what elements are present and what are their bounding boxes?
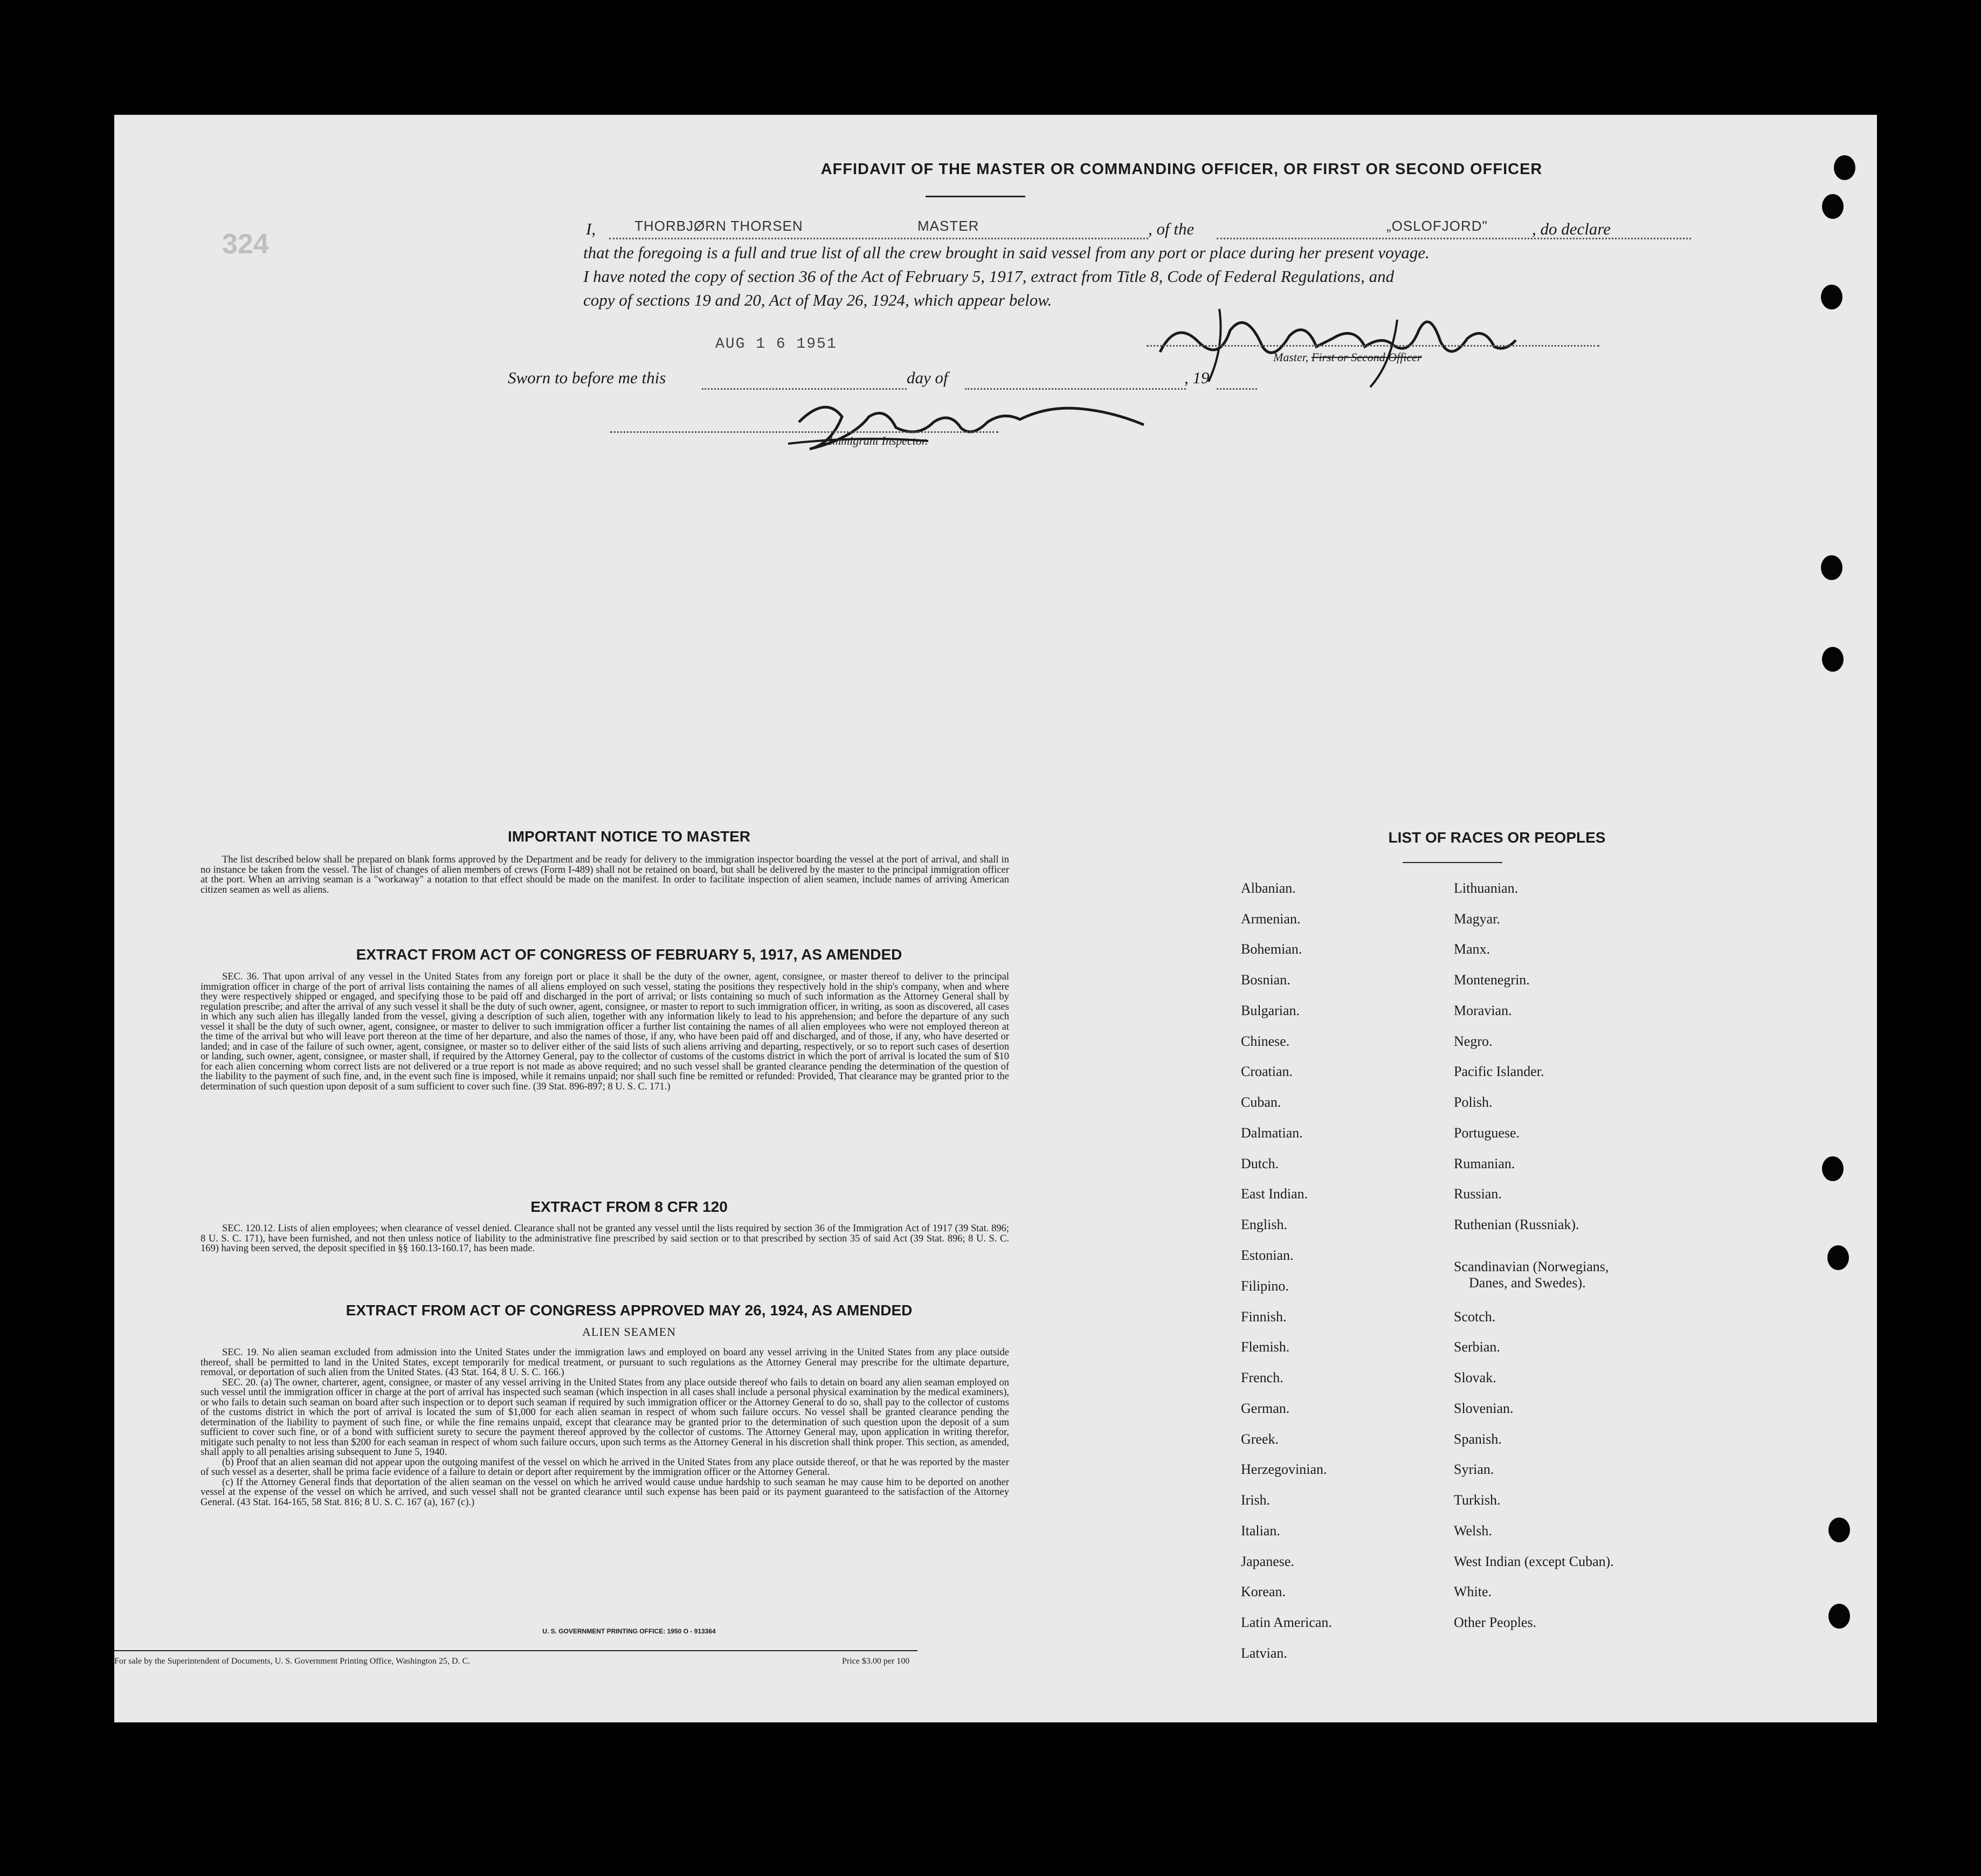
punch-hole: [1828, 1518, 1850, 1542]
day-of-text: day of: [907, 368, 948, 387]
race-item: Magyar.: [1454, 911, 1500, 927]
punch-hole: [1822, 647, 1844, 672]
race-item: Moravian.: [1454, 1003, 1512, 1018]
extract-1917-text: SEC. 36. That upon arrival of any vessel in the United States from any foreign port or place it shall be the duty of the owner, agent, consignee, or master thereof to deliver to the principal immigration officer in charge of the port of arrival lists containing the names of all aliens employed on such vessel, stating the positions they respectively hold in the ship's company, when and where they were respectively shipped or engaged, and specifying those to be paid off and discharged in the port of arrival; or lists containing so much of such information as the Attorney General shall by regulation prescribe; and after the arrival of any such vessel it shall be the duty of such owner, agent, consignee, or master to report to such immigration officer, in writing, as soon as discovered, all cases in which any such alien has illegally landed from the vessel, giving a description of such alien, together with any information likely to lead to his apprehension; and before the departure of any such vessel it shall be the duty of such owner, agent, consignee, or master to deliver to such immigration officer a further list containing the names of all alien employees who were not employed thereon at the time of the arrival but who will leave port thereon at the time of her departure, and also the names of those, if any, who have been paid off and discharged, and of those, if any, who have deserted or landed; and in case of the failure of such owner, agent, consignee, or master so to deliver either of the said lists of such aliens arriving and departing, respectively, or so to report such cases of desertion or landing, such owner, agent, consignee, or master shall, if required by the Attorney General, pay to the collector of customs of the customs district in which the port of arrival is located the sum of $10 for each alien concerning whom correct lists are not delivered or a true report is not made as above required; and no such vessel shall be granted clearance pending the determination of the question of the liability to the payment of such fine, and, in the event such fine is imposed, while it remains unpaid; nor shall such fine be remitted or refunded: Provided, That clearance may be granted prior to the determination of such question upon deposit of a sum sufficient to cover such fine. (39 Stat. 896-897; 8 U. S. C. 171.): [201, 971, 1009, 1092]
sec-19: SEC. 19. No alien seaman excluded from admission into the United States under the immigration laws and employed on board any vessel arriving in the United States from any place outside thereof, shall be permitted to land in the United States, except temporarily for medical treatment, or pursuant to such regulations as the Attorney General may prescribe for the ultimate departure, removal, or deportation of such alien from the United States. (43 Stat. 164, 8 U. S. C. 166.): [201, 1347, 1009, 1378]
race-item: Korean.: [1241, 1584, 1286, 1599]
race-item: Slovak.: [1454, 1370, 1496, 1385]
race-item: Albanian.: [1241, 880, 1296, 896]
race-item: Japanese.: [1241, 1554, 1294, 1569]
struck-officer-text: First or Second Officer: [1311, 350, 1422, 364]
notice-title: IMPORTANT NOTICE TO MASTER: [507, 828, 751, 845]
inspector-caption: Immigrant Inspector.: [829, 434, 928, 447]
race-item: Portuguese.: [1454, 1125, 1520, 1141]
inspector-signature-line: [610, 430, 998, 433]
sworn-line: [508, 368, 666, 388]
extract-1917-title: EXTRACT FROM ACT OF CONGRESS OF FEBRUARY 5, 1917, AS AMENDED: [356, 946, 902, 963]
footer-rule: [114, 1650, 917, 1651]
race-item: Manx.: [1454, 941, 1490, 957]
decl-of-the: , of the: [1148, 219, 1195, 238]
race-item: Latin American.: [1241, 1615, 1332, 1630]
race-item: Chinese.: [1241, 1033, 1290, 1049]
year-prefix: , 19: [1184, 368, 1210, 387]
title-rule: [926, 196, 1025, 197]
race-item: Scandinavian (Norwegians,: [1454, 1259, 1609, 1274]
decl-i: I,: [586, 219, 596, 238]
decl-line-2: that the foregoing is a full and true list of all the crew brought in said vessel from any port or place during her present voyage.: [583, 243, 1430, 262]
master-name: THORBJØRN THORSEN: [634, 218, 803, 234]
punch-hole: [1821, 555, 1842, 580]
punch-hole: [1821, 285, 1842, 309]
race-item: Estonian.: [1241, 1247, 1294, 1263]
gpo-imprint: U. S. GOVERNMENT PRINTING OFFICE: 1950 O - 913364: [542, 1627, 716, 1635]
date-stamp: AUG 1 6 1951: [715, 336, 837, 353]
race-item: Dalmatian.: [1241, 1125, 1303, 1141]
punch-hole: [1834, 155, 1855, 180]
decl-line-4: copy of sections 19 and 20, Act of May 26, 1924, which appear below.: [583, 291, 1052, 309]
races-rule: [1403, 862, 1502, 863]
race-item: Cuban.: [1241, 1094, 1281, 1110]
race-item: Danes, and Swedes).: [1469, 1275, 1586, 1291]
punch-hole: [1827, 1245, 1849, 1270]
punch-hole: [1822, 194, 1844, 219]
sec-20a: SEC. 20. (a) The owner, charterer, agent, consignee, or master of any vessel arriving in the United States from any place outside thereof who fails to detain on board any alien seaman employed on such vessel until the immigration officer in charge at the port of arrival has inspected such seaman (which inspection in all cases shall include a personal physical examination by the medical examiners), or who fails to detain such seaman on board after such inspection or to deport such seaman if required by such immigration officer or the Attorney General to do so, shall pay to the collector of customs of the customs district in which the port of arrival is located the sum of $1,000 for each alien seaman in respect of whom such failure occurs. No vessel shall be granted clearance pending the determination of the liability to payment of such fine, or while the fine remains unpaid, except that clearance may be granted prior to the determination of such question upon the deposit of a sum sufficient to cover such fine, or of a bond with sufficient surety to secure the payment thereof approved by the collector of customs. The Attorney General may, upon application in writing therefor, mitigate such penalty to not less than $200 for each seaman in respect of whom such failure occurs, upon such terms as the Attorney General in his discretion shall think proper. This section, as amended, shall apply to all penalties arising subsequent to June 5, 1940.: [201, 1377, 1009, 1458]
race-item: Serbian.: [1454, 1339, 1500, 1355]
race-item: Croatian.: [1241, 1064, 1293, 1079]
sworn-text: Sworn to before me this: [508, 368, 666, 387]
race-item: English.: [1241, 1217, 1287, 1232]
race-item: Welsh.: [1454, 1523, 1492, 1539]
race-item: Greek.: [1241, 1431, 1279, 1447]
race-item: Scotch.: [1454, 1309, 1496, 1325]
extract-cfr-title: EXTRACT FROM 8 CFR 120: [530, 1198, 728, 1215]
decl-line-3: I have noted the copy of section 36 of the Act of February 5, 1917, extract from Title 8, Code of Federal Regulations, and: [583, 267, 1395, 286]
inspector-signature: [777, 384, 1155, 460]
race-item: Pacific Islander.: [1454, 1064, 1544, 1079]
race-item: Armenian.: [1241, 911, 1301, 927]
races-title: LIST OF RACES OR PEOPLES: [1388, 829, 1606, 846]
sec-20c: (c) If the Attorney General finds that deportation of the alien seaman on the vessel on which he arrived would cause undue hardship to such seaman he may cause him to be deported on another vessel at the expense of the vessel on which he arrived, and such vessel shall not be granted clearance until such expense has been paid or its payment guaranteed to the satisfaction of the Attorney General. (43 Stat. 164-165, 58 Stat. 816; 8 U. S. C. 167 (a), 167 (c).): [201, 1477, 1009, 1508]
punch-hole: [1822, 1156, 1844, 1181]
race-item: Latvian.: [1241, 1645, 1287, 1661]
sec-20b: (b) Proof that an alien seaman did not appear upon the outgoing manifest of the vessel on which he arrived in the United States from any place outside thereof, or that he was reported by the master of such vessel as a deserter, shall be prima facie evidence of a failure to detain or deport after requirement by the immigration officer or the Attorney General.: [201, 1457, 1009, 1478]
race-item: Syrian.: [1454, 1461, 1494, 1477]
race-item: Finnish.: [1241, 1309, 1287, 1325]
race-item: Filipino.: [1241, 1278, 1289, 1294]
master-rank: MASTER: [917, 218, 979, 234]
race-item: Irish.: [1241, 1492, 1271, 1508]
master-caption-prefix: Master,: [1273, 350, 1309, 364]
extract-cfr-text: SEC. 120.12. Lists of alien employees; when clearance of vessel denied. Clearance shall not be granted any vessel until the lists required by section 36 of the Immigration Act of 1917 (39 Stat. 896; 8 U. S. C. 171), have been furnished, and not then unless notice of liability to the administrative fine prescribed by said section or to that prescribed by section 35 of said Act (39 Stat. 896; 8 U. S. C. 169) having been served, the deposit specified in §§ 160.13-160.17, has been made.: [201, 1223, 1009, 1254]
race-item: Other Peoples.: [1454, 1615, 1537, 1630]
race-item: Bohemian.: [1241, 941, 1302, 957]
race-item: Bulgarian.: [1241, 1003, 1300, 1018]
sworn-year-line: [1217, 387, 1257, 390]
race-item: Spanish.: [1454, 1431, 1502, 1447]
race-item: Dutch.: [1241, 1156, 1279, 1171]
race-item: Russian.: [1454, 1186, 1502, 1202]
race-item: Rumanian.: [1454, 1156, 1515, 1171]
race-item: White.: [1454, 1584, 1492, 1599]
margin-page-number: 324: [222, 229, 269, 260]
punch-hole: [1828, 1604, 1850, 1629]
race-item: Ruthenian (Russniak).: [1454, 1217, 1579, 1232]
race-item: Herzegovinian.: [1241, 1461, 1327, 1477]
master-caption: [1273, 350, 1422, 364]
affidavit-title: AFFIDAVIT OF THE MASTER OR COMMANDING OFFICER, OR FIRST OR SECOND OFFICER: [820, 161, 1543, 178]
decl-do-declare: , do declare: [1532, 219, 1611, 238]
master-signature-line: [1147, 344, 1599, 347]
race-item: Italian.: [1241, 1523, 1280, 1539]
race-item: French.: [1241, 1370, 1283, 1385]
race-item: Turkish.: [1454, 1492, 1501, 1508]
alien-seamen-subtitle: ALIEN SEAMEN: [582, 1325, 676, 1339]
notice-text: The list described below shall be prepared on blank forms approved by the Department and be ready for delivery to the immigration inspector boarding the vessel at the port of arrival, and shall in no instance be taken from the vessel. The list of changes of alien members of crews (Form I-489) shall not be retained on board, but shall be delivered by the master to the principal immigration officer at the port. When an arriving seaman is a "workaway" a notation to that effect should be made on the manifest. In order to facilitate inspection of alien seamen, include names of arriving American citizen seamen as well as aliens.: [201, 854, 1009, 895]
race-item: Lithuanian.: [1454, 880, 1518, 896]
race-item: Flemish.: [1241, 1339, 1290, 1355]
document-page: [114, 115, 1877, 1722]
race-item: Slovenian.: [1454, 1401, 1514, 1416]
race-item: Montenegrin.: [1454, 972, 1530, 988]
race-item: German.: [1241, 1401, 1290, 1416]
race-item: Negro.: [1454, 1033, 1493, 1049]
race-item: Bosnian.: [1241, 972, 1290, 988]
sale-note: For sale by the Superintendent of Documents, U. S. Government Printing Office, Washington 25, D. C.: [114, 1657, 471, 1666]
extract-1924-body: [201, 1348, 1009, 1507]
extract-1924-title: EXTRACT FROM ACT OF CONGRESS APPROVED MAY 26, 1924, AS AMENDED: [346, 1302, 913, 1319]
vessel-name: „OSLOFJORD": [1386, 218, 1488, 234]
race-item: West Indian (except Cuban).: [1454, 1554, 1614, 1569]
price-note: Price $3.00 per 100: [842, 1657, 910, 1666]
race-item: Polish.: [1454, 1094, 1493, 1110]
race-item: East Indian.: [1241, 1186, 1308, 1202]
